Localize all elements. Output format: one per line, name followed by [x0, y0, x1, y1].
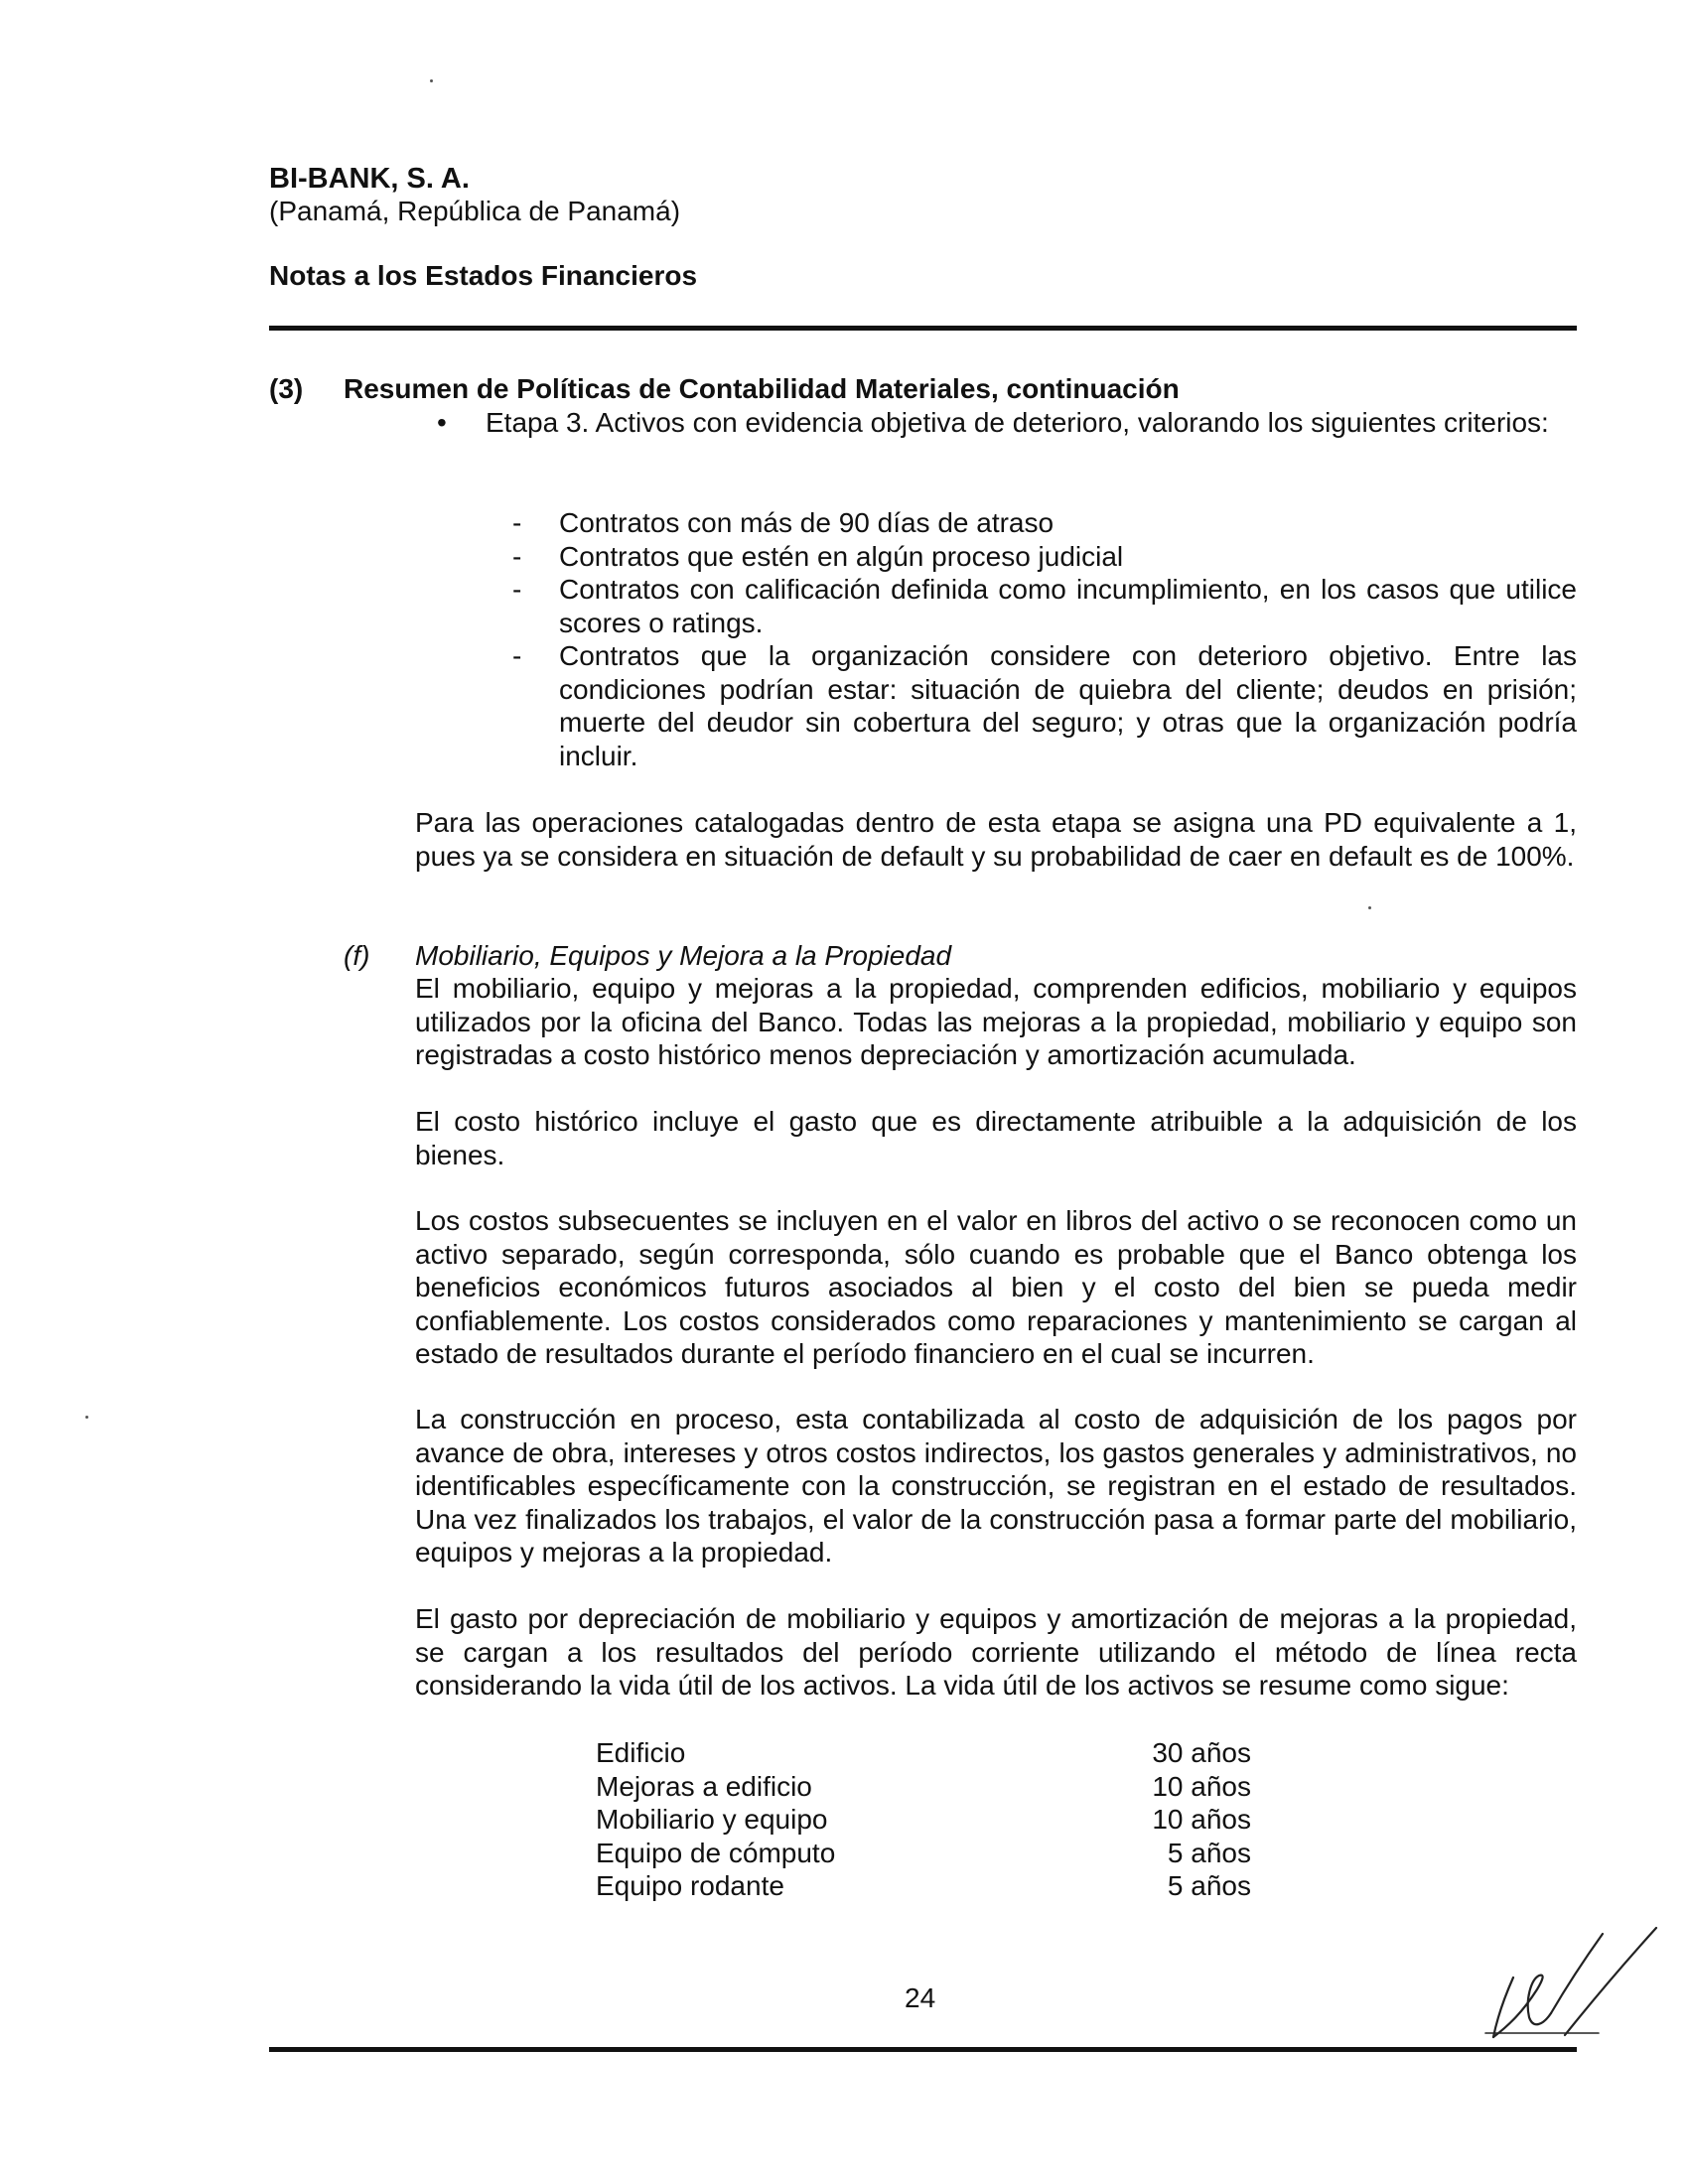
stage3-closing: Para las operaciones catalogadas dentro de esta etapa se asigna una PD equivalente a 1, pues ya se considera en situación de default y su probabilidad de caer en default es de 100%. [415, 807, 1577, 872]
asset-cell: Mobiliario y equipo [596, 1804, 828, 1835]
stage3-text: Etapa 3. Activos con evidencia objetiva de deterioro, valorando los siguientes criterios: [486, 407, 1549, 438]
list-item [512, 506, 1577, 540]
useful-life-table [596, 1736, 1251, 1903]
scan-speck [1368, 906, 1371, 909]
years-cell: 10 años [1152, 1770, 1251, 1802]
paragraph: El gasto por depreciación de mobiliario y equipos y amortización de mejoras a la propiedad, se cargan a los resultados del período corriente utilizando el método de línea recta considerando la vida útil de los activos. La vida útil de los activos se resume como sigue: [415, 1603, 1577, 1701]
list-item [512, 573, 1577, 639]
paragraph: El costo histórico incluye el gasto que es directamente atribuible a la adquisición de los bienes. [415, 1106, 1577, 1170]
criteria-list [512, 506, 1577, 772]
bullet-mark: • [437, 407, 447, 438]
criterion-text: Contratos con más de 90 días de atraso [559, 507, 1055, 538]
asset-cell: Edificio [596, 1737, 686, 1768]
dash-mark: - [512, 574, 522, 605]
paragraph: El mobiliario, equipo y mejoras a la propiedad, comprenden edificios, mobiliario y equipos utilizados por la oficina del Banco. Todas las mejoras a la propiedad, mobiliario y equipo son registradas a costo histórico menos depreciación y amortización acumulada. [415, 973, 1577, 1070]
section-number: (3) [269, 373, 304, 404]
company-location: (Panamá, República de Panamá) [269, 196, 681, 226]
criterion-text: Contratos que estén en algún proceso judicial [559, 540, 1124, 572]
table-row [596, 1869, 1251, 1903]
dash-mark: - [512, 507, 522, 538]
header-rule [269, 326, 1577, 331]
subsection-title: Mobiliario, Equipos y Mejora a la Propiedad [415, 940, 952, 971]
asset-cell: Mejoras a edificio [596, 1770, 812, 1802]
paragraph: Los costos subsecuentes se incluyen en el valor en libros del activo o se reconocen como un activo separado, según corresponda, sólo cuando es probable que el Banco obtenga los beneficios económicos futuros asociados al bien y el costo del bien se pueda medir confiablemente. Los costos considerados como reparaciones y mantenimiento se cargan al estado de resultados durante el período financiero en el cual se incurren. [415, 1205, 1577, 1369]
footer-rule [269, 2047, 1577, 2052]
signature-initials-icon [1479, 1926, 1668, 2045]
years-cell: 5 años [1167, 1837, 1251, 1868]
years-cell: 5 años [1167, 1870, 1251, 1901]
list-item [512, 540, 1577, 574]
document-title: Notas a los Estados Financieros [269, 260, 698, 291]
company-name: BI-BANK, S. A. [269, 163, 470, 195]
list-item [512, 639, 1577, 772]
years-cell: 10 años [1152, 1804, 1251, 1835]
scan-speck [85, 1416, 88, 1419]
asset-cell: Equipo rodante [596, 1870, 784, 1901]
table-row [596, 1770, 1251, 1804]
section-title: Resumen de Políticas de Contabilidad Materiales, continuación [344, 373, 1180, 404]
table-row [596, 1837, 1251, 1870]
dash-mark: - [512, 540, 522, 572]
criterion-text: Contratos que la organización considere con deterioro objetivo. Entre las condiciones podrían estar: situación de quiebra del cliente; deudos en prisión; muerte del deudor sin cobertura del seguro; y otras que la organización podría incluir. [559, 640, 1577, 771]
paragraph: La construcción en proceso, esta contabilizada al costo de adquisición de los pagos por avance de obra, intereses y otros costos indirectos, los gastos generales y administrativos, no identificables específicamente con la construcción, se registran en el estado de resultados. Una vez finalizados los trabajos, el valor de la construcción pasa a formar parte del mobiliario, equipos y mejoras a la propiedad. [415, 1404, 1577, 1568]
years-cell: 30 años [1152, 1737, 1251, 1768]
dash-mark: - [512, 640, 522, 671]
criterion-text: Contratos con calificación definida como incumplimiento, en los casos que utilice scores o ratings. [559, 574, 1577, 638]
table-row [596, 1736, 1251, 1770]
table-row [596, 1803, 1251, 1837]
asset-cell: Equipo de cómputo [596, 1837, 836, 1868]
scan-speck [430, 79, 433, 82]
page-number: 24 [905, 1982, 936, 2013]
subsection-label: (f) [344, 940, 370, 971]
